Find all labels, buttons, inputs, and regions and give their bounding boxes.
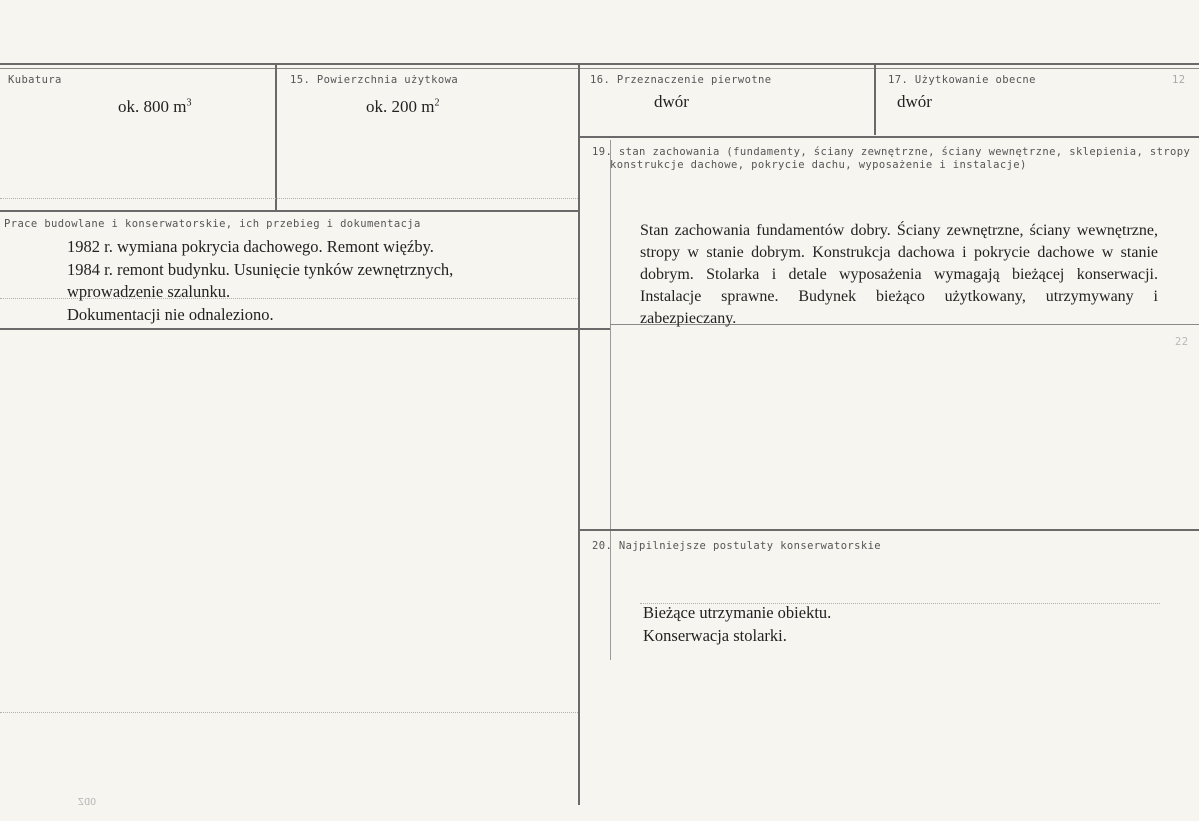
prace-line-1: 1982 r. wymiana pokrycia dachowego. Remont więźby.	[67, 237, 434, 256]
kubatura-number: ok. 800 m	[118, 97, 187, 116]
ghost-bottom-left: ODZ	[78, 797, 97, 808]
kubatura-unit-sup: 3	[186, 97, 192, 109]
kubatura-value	[118, 97, 191, 117]
ghost-number-22: 22	[1175, 336, 1189, 348]
rule-below-16-17	[580, 136, 1199, 138]
field-19-label-2: konstrukcje dachowe, pokrycie dachu, wyposażenie i instalacje)	[610, 159, 1027, 171]
field-15-unit-sup: 2	[434, 97, 440, 109]
rule-below-prace	[0, 328, 610, 330]
field-20-line-2: Konserwacja stolarki.	[643, 625, 787, 645]
field-15-value	[366, 97, 439, 117]
field-20-label: 20. Najpilniejsze postulaty konserwatorskie	[592, 540, 882, 552]
rule-above-prace	[0, 210, 578, 212]
col-divider-1	[275, 65, 277, 210]
field-15-label: 15. Powierzchnia użytkowa	[290, 74, 459, 86]
prace-text	[67, 236, 453, 326]
prace-line-2: 1984 r. remont budynku. Usunięcie tynków zewnętrznych,	[67, 259, 454, 279]
rule-above-20	[580, 529, 1199, 531]
field-17-value: dwór	[897, 92, 932, 111]
field-19-label-1: 19. stan zachowania (fundamenty, ściany zewnętrzne, ściany wewnętrzne, sklepienia, stropy	[592, 146, 1191, 158]
col-divider-3	[874, 65, 876, 135]
prace-line-4: Dokumentacji nie odnaleziono.	[67, 304, 274, 324]
ghost-number-12: 12	[1172, 74, 1186, 86]
dotted-rule-1	[0, 198, 578, 199]
prace-label: Prace budowlane i konserwatorskie, ich przebieg i dokumentacja	[4, 218, 421, 230]
field-17-label: 17. Użytkowanie obecne	[888, 74, 1036, 86]
prace-line-3: wprowadzenie szalunku.	[67, 282, 231, 301]
col-divider-2	[578, 65, 580, 805]
field-15-number: ok. 200 m	[366, 97, 435, 116]
field-20-text	[643, 602, 831, 647]
col-divider-19	[610, 140, 611, 660]
field-19-text: Stan zachowania fundamentów dobry. Ściany zewnętrzne, ściany wewnętrzne, stropy w stanie dobrym. Konstrukcja dachowa i pokrycie dachowe w stanie dobrym. Stolarka i detale wyposażenia wymagają bieżącej konserwacji. Instalacje sprawne. Budynek bieżąco użytkowany, utrzymywany i zabezpieczany.	[640, 222, 1158, 327]
top-rule	[0, 63, 1199, 65]
field-16-label: 16. Przeznaczenie pierwotne	[590, 74, 772, 86]
field-16-value: dwór	[654, 92, 689, 111]
top-rule-inner	[0, 68, 1199, 69]
field-20-line-1: Bieżące utrzymanie obiektu.	[643, 603, 832, 622]
kubatura-label: Kubatura	[8, 74, 62, 86]
dotted-rule-3	[0, 712, 578, 713]
